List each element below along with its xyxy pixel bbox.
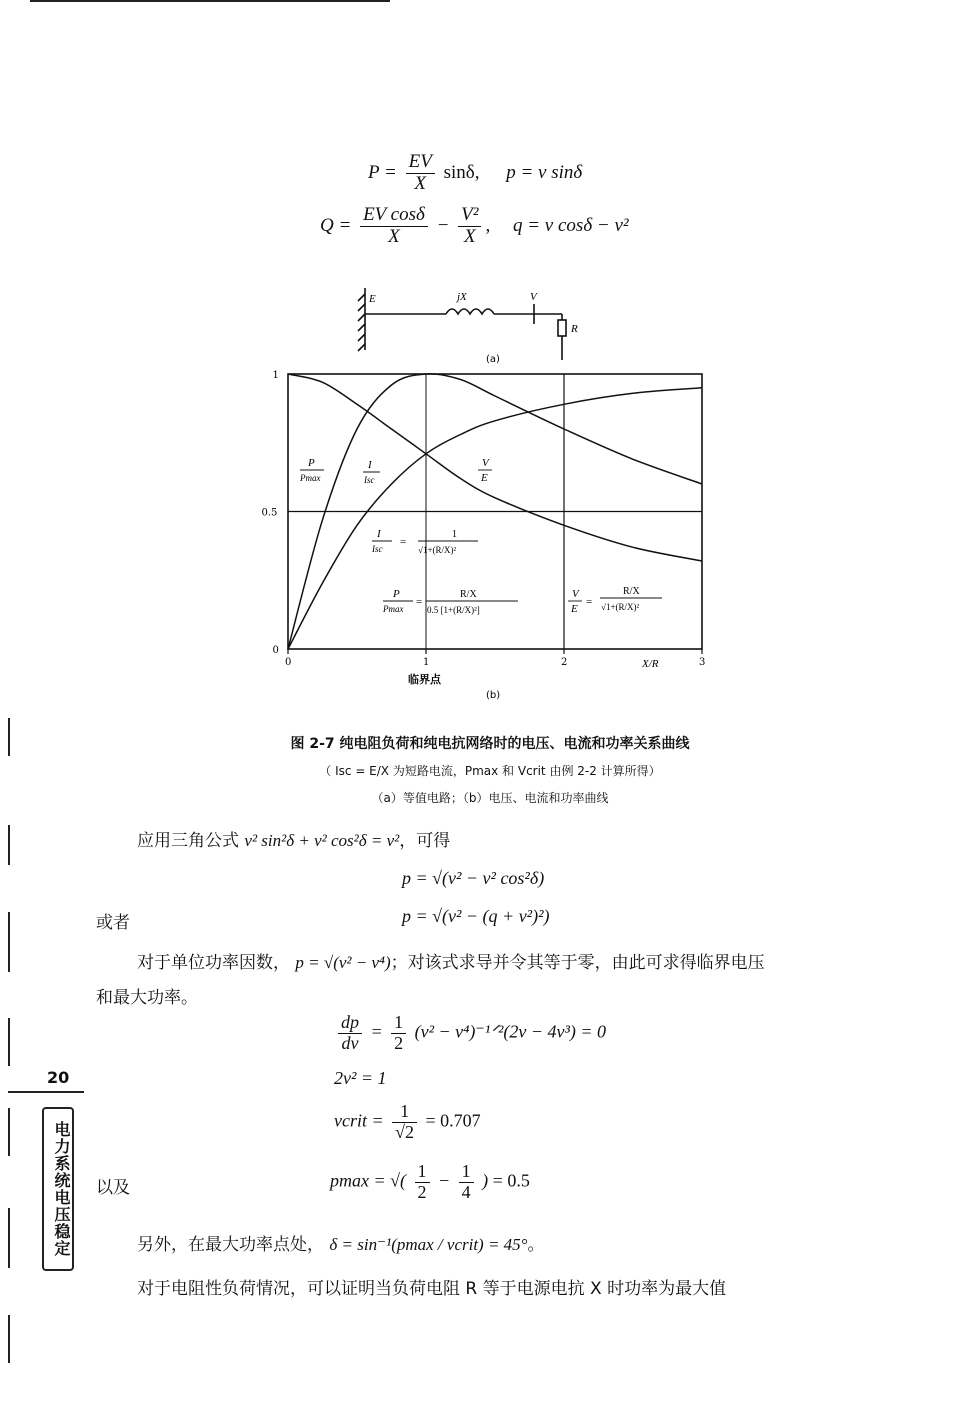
voltage-current-power-chart <box>250 360 730 705</box>
x-tick-label: 2 <box>561 657 568 668</box>
formula-v-lhs-den: E <box>571 603 578 615</box>
formula-p-lhs-num: P <box>393 588 400 600</box>
and-label: 以及 <box>96 1178 130 1198</box>
y-tick-label: 0 <box>272 645 279 656</box>
equation-p-sqrt-1: p = √(v² − v² cos²δ) <box>402 868 545 888</box>
figure-parts: （a）等值电路；（b）电压、电流和功率曲线 <box>371 791 609 805</box>
formula-i-eq: = <box>400 536 407 548</box>
top-rule <box>30 0 390 2</box>
x-tick-label: 0 <box>285 657 292 668</box>
paragraph-3: 另外，在最大功率点处， δ = sin⁻¹(pmax / vcrit) = 45°。 <box>137 1235 545 1255</box>
series-i-over-isc <box>288 374 702 561</box>
or-label: 或者 <box>96 913 130 933</box>
formula-p-rhs-num: R/X <box>460 589 477 600</box>
formula-v-eq: = <box>586 596 593 608</box>
series-v-over-e <box>288 388 702 649</box>
equation-pmax: pmax = √( $\frac{1}{2}$ − $\frac{1}{4}$ ) = 0.5 <box>330 1161 530 1202</box>
curve-label-p-num: P <box>308 457 315 469</box>
x-tick-label: 1 <box>423 657 430 668</box>
critical-point-label: 临界点 <box>408 673 441 686</box>
formula-v-lhs-num: V <box>572 588 579 600</box>
equation-derivative: $\frac{dp}{dv}$ = $\frac{1}{2}$ (v² − v⁴)⁻¹ᐟ²(2v − 4v³) = 0 <box>334 1013 606 1054</box>
figure-caption: 图 2-7 纯电阻负荷和纯电抗网络时的电压、电流和功率关系曲线 <box>290 736 690 752</box>
circuit-diagram <box>340 280 610 370</box>
figure-note: （ Isc = E/X 为短路电流，Pmax 和 Vcrit 由例 2-2 计算所得） <box>319 764 661 778</box>
formula-i-lhs-den: Isc <box>372 544 383 554</box>
label-a: (a) <box>486 354 500 365</box>
curve-label-i-num: I <box>368 459 372 471</box>
formula-i-rhs-den: √1+(R/X)² <box>418 545 457 555</box>
paragraph-4: 对于电阻性负荷情况，可以证明当负荷电阻 R 等于电源电抗 X 时功率为最大值 <box>137 1279 727 1299</box>
x-tick-label: 3 <box>699 657 706 668</box>
paragraph-2: 对于单位功率因数， p = √(v² − v⁴)；对该式求导并令其等于零，由此可求得临界电压 <box>137 953 765 973</box>
y-tick-label: 0.5 <box>261 507 278 519</box>
formula-p-lhs-den: Pmax <box>383 604 404 614</box>
label-jx: jX <box>457 291 467 303</box>
body-line-1: 应用三角公式 v² sin²δ + v² cos²δ = v²，可得 <box>137 831 451 851</box>
equation-2v2: 2v² = 1 <box>334 1068 387 1088</box>
label-r: R <box>571 323 578 335</box>
curve-label-v-den: E <box>481 472 488 484</box>
y-tick-label: 1 <box>272 370 279 381</box>
paragraph-2-cont: 和最大功率。 <box>96 988 198 1008</box>
curve-label-p-den: Pmax <box>300 473 321 483</box>
margin-line <box>8 1208 10 1268</box>
equation-p-sqrt-2: p = √(v² − (q + v²)²) <box>402 906 550 926</box>
label-v: V <box>530 291 537 303</box>
margin-line <box>8 912 10 972</box>
x-axis-label: X/R <box>642 658 659 670</box>
equation-q: Q = $\frac{\text{EV cosδ}}{X}$ − $\frac{\text{V²}}{X}$ , q = v cosδ − v² <box>320 204 629 247</box>
page-number: 20 <box>47 1068 70 1087</box>
formula-i-rhs-num: 1 <box>452 529 457 540</box>
margin-line <box>8 825 10 865</box>
curve-label-v-num: V <box>482 457 489 469</box>
margin-line <box>8 1315 10 1363</box>
formula-i-lhs-num: I <box>377 528 381 540</box>
curve-label-i-den: Isc <box>364 475 375 485</box>
formula-v-rhs-num: R/X <box>623 586 640 597</box>
panel-label-b: (b) <box>486 690 501 701</box>
page-number-rule <box>8 1091 84 1093</box>
chapter-tab: 电力系统电压稳定 <box>42 1107 74 1271</box>
formula-p-eq: = <box>416 596 423 608</box>
margin-line <box>8 1018 10 1066</box>
formula-v-rhs-den: √1+(R/X)² <box>601 602 640 612</box>
margin-line <box>8 1108 10 1156</box>
equation-vcrit: vcrit = $\frac{1}{√2}$ = 0.707 <box>334 1101 481 1142</box>
equation-p: P = $\frac{EV}{X}$ sinδ, p = v sinδ <box>368 151 583 194</box>
label-e: E <box>369 293 376 305</box>
formula-p-rhs-den: 0.5 [1+(R/X)²] <box>427 605 480 615</box>
